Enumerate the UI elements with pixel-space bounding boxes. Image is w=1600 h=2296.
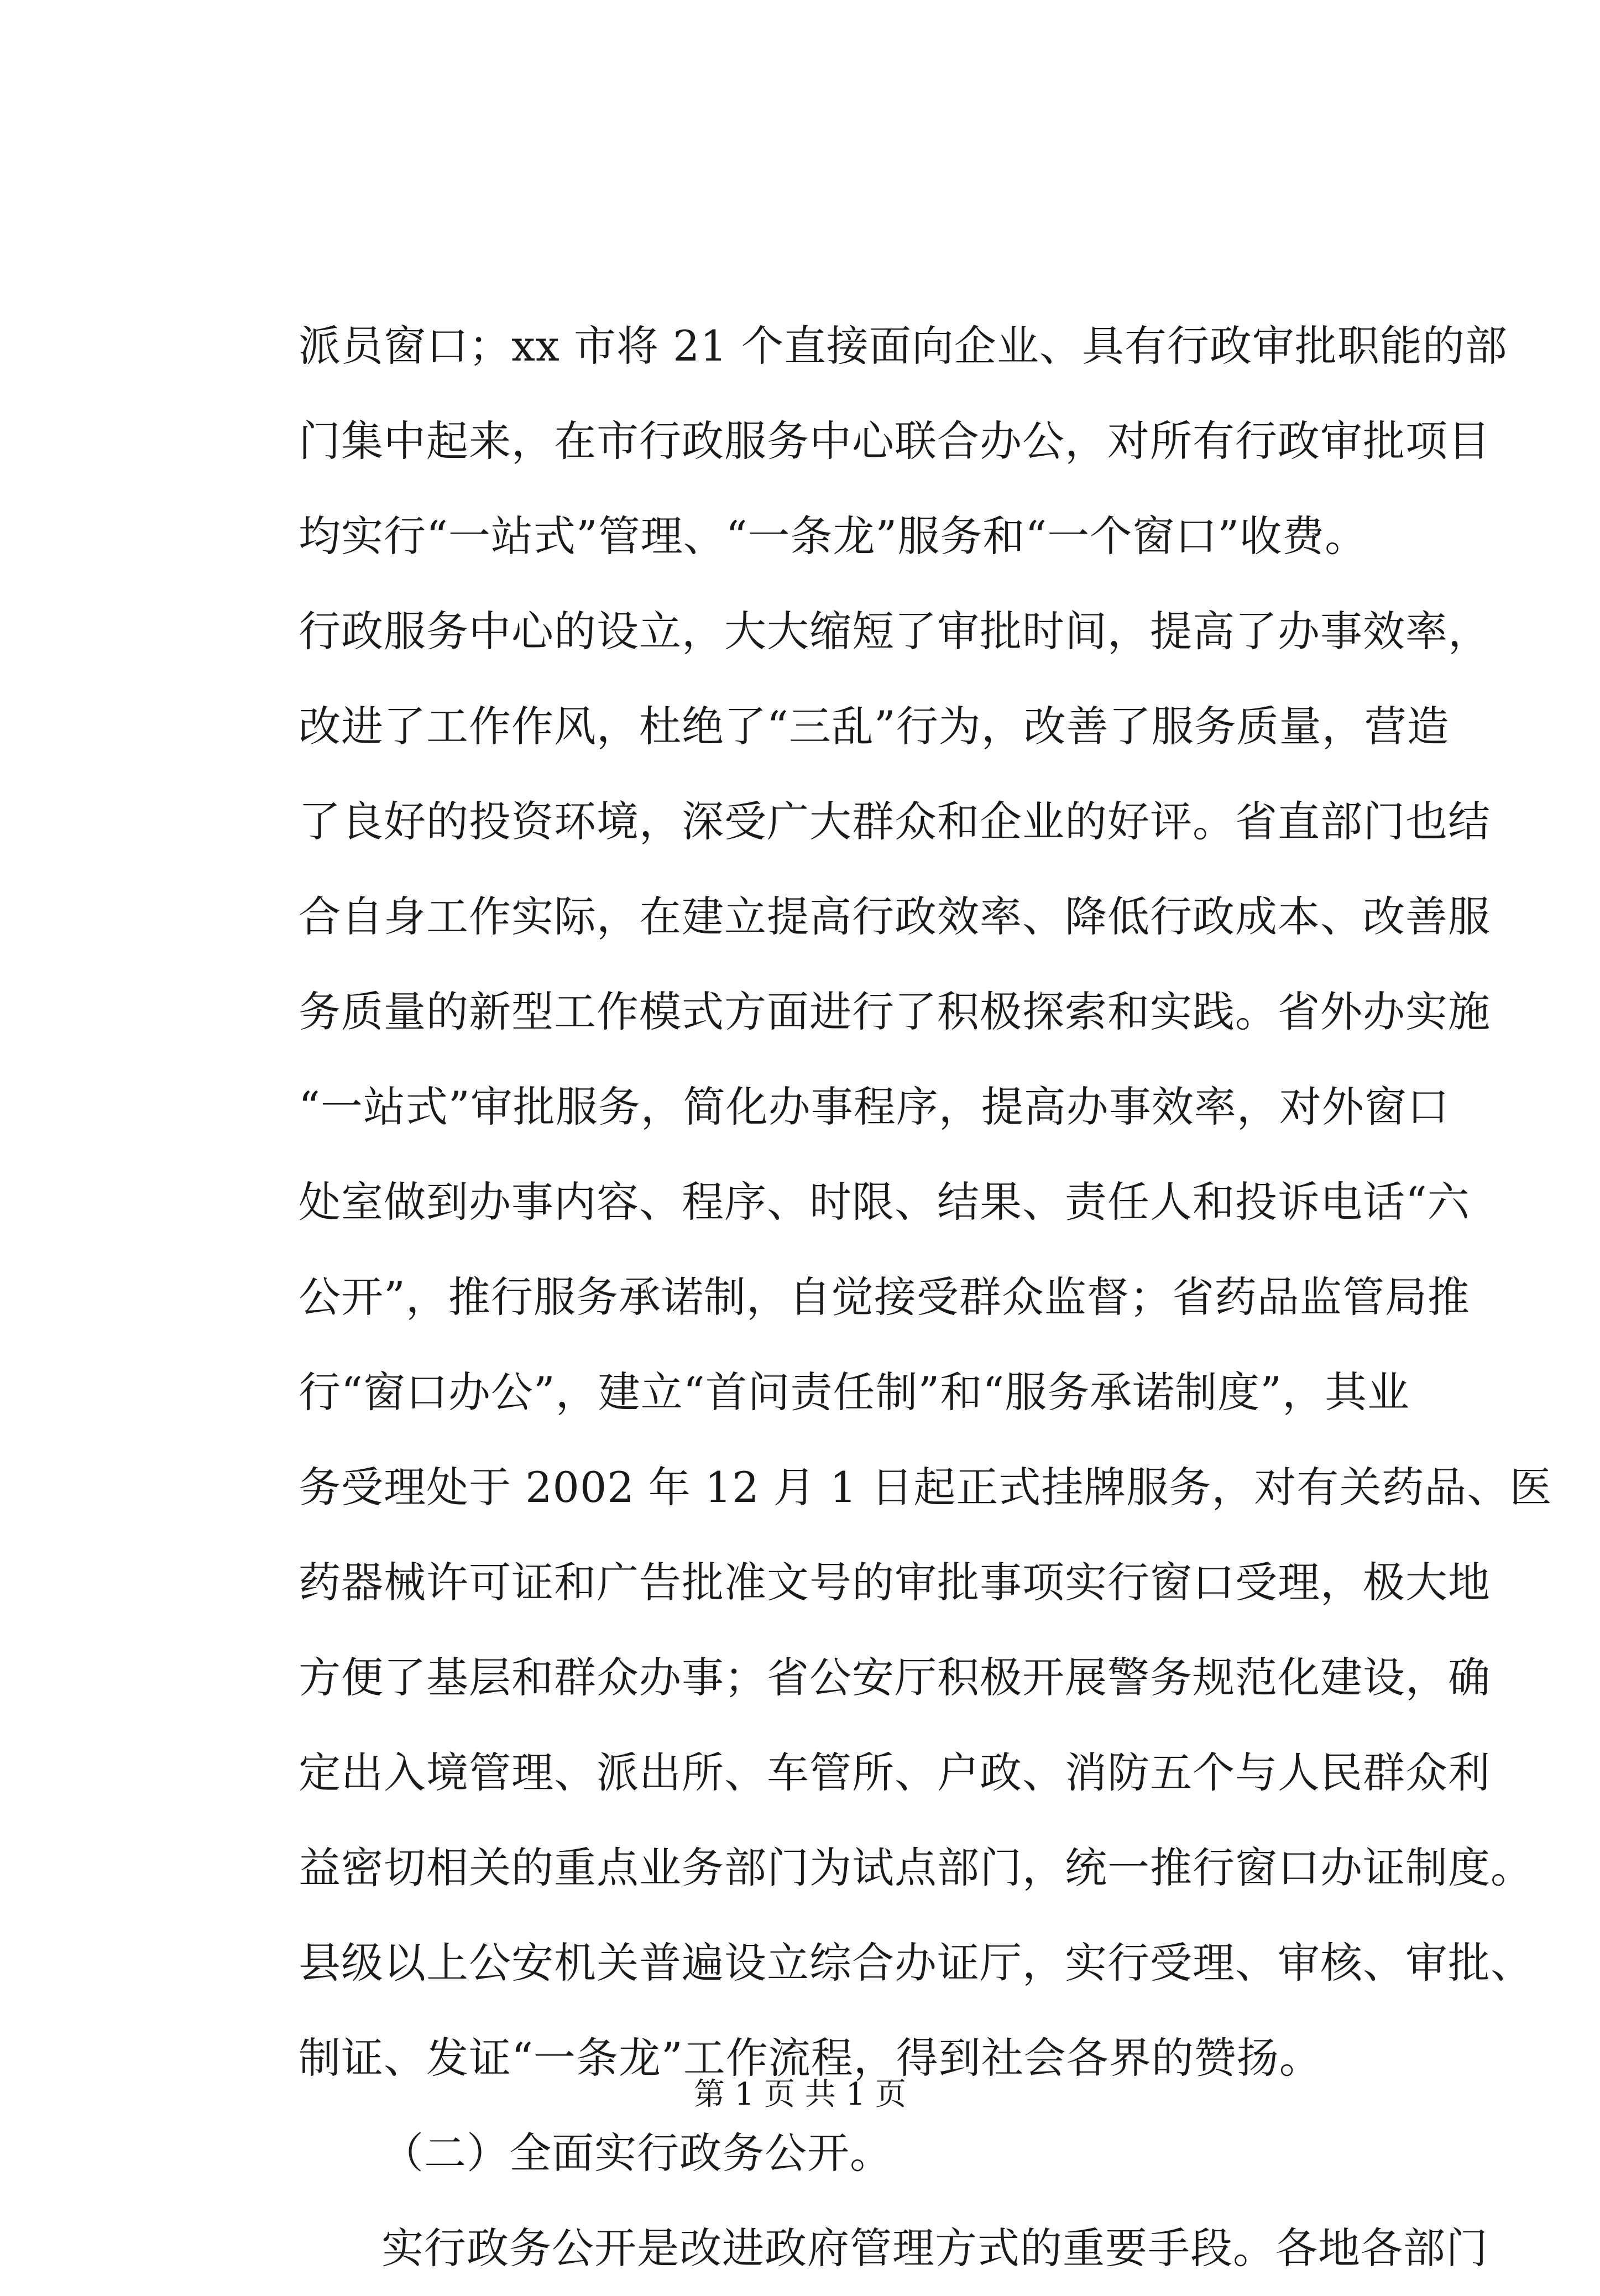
paragraph-line: 定出入境管理、派出所、车管所、户政、消防五个与人民群众利 bbox=[299, 1748, 1491, 1797]
paragraph-line: 合自身工作实际，在建立提高行政效率、降低行政成本、改善服 bbox=[299, 892, 1491, 941]
paragraph-line: 益密切相关的重点业务部门为试点部门，统一推行窗口办证制度。 bbox=[299, 1843, 1533, 1892]
section-heading: （二）全面实行政务公开。 bbox=[381, 2128, 892, 2178]
paragraph-line: 药器械许可证和广告批准文号的审批事项实行窗口受理，极大地 bbox=[299, 1558, 1491, 1607]
paragraph-line: 行政服务中心的设立，大大缩短了审批时间，提高了办事效率， bbox=[299, 607, 1491, 656]
page-footer: 第 1 页 共 1 页 bbox=[693, 2076, 907, 2112]
paragraph-line: 派员窗口；xx 市将 21 个直接面向企业、具有行政审批职能的部 bbox=[299, 321, 1508, 371]
paragraph-line: 门集中起来，在市行政服务中心联合办公，对所有行政审批项目 bbox=[299, 416, 1491, 466]
paragraph-line: 方便了基层和群众办事；省公安厅积极开展警务规范化建设，确 bbox=[299, 1653, 1491, 1702]
paragraph-line: 实行政务公开是改进政府管理方式的重要手段。各地各部门 bbox=[381, 2224, 1488, 2273]
paragraph-line: 均实行“一站式”管理、“一条龙”服务和“一个窗口”收费。 bbox=[299, 512, 1368, 561]
paragraph-line: 县级以上公安机关普遍设立综合办证厅，实行受理、审核、审批、 bbox=[299, 1938, 1533, 1987]
paragraph-line: 务受理处于 2002 年 12 月 1 日起正式挂牌服务，对有关药品、医 bbox=[299, 1463, 1552, 1512]
paragraph-line: “一站式”审批服务，简化办事程序，提高办事效率，对外窗口 bbox=[299, 1082, 1450, 1131]
body-text bbox=[299, 299, 1552, 2296]
paragraph-line: 了良好的投资环境，深受广大群众和企业的好评。省直部门也结 bbox=[299, 797, 1491, 846]
paragraph-line: 处室做到办事内容、程序、时限、结果、责任人和投诉电话“六 bbox=[299, 1177, 1470, 1227]
paragraph-line: 改进了工作作风，杜绝了“三乱”行为，改善了服务质量，营造 bbox=[299, 702, 1450, 751]
paragraph-line: 制证、发证“一条龙”工作流程，得到社会各界的赞扬。 bbox=[299, 2033, 1322, 2083]
paragraph-line: 公开”，推行服务承诺制，自觉接受群众监督；省药品监管局推 bbox=[299, 1272, 1470, 1322]
paragraph-line: 行“窗口办公”，建立“首问责任制”和“服务承诺制度”，其业 bbox=[299, 1368, 1410, 1417]
paragraph-line: 务质量的新型工作模式方面进行了积极探索和实践。省外办实施 bbox=[299, 987, 1491, 1036]
